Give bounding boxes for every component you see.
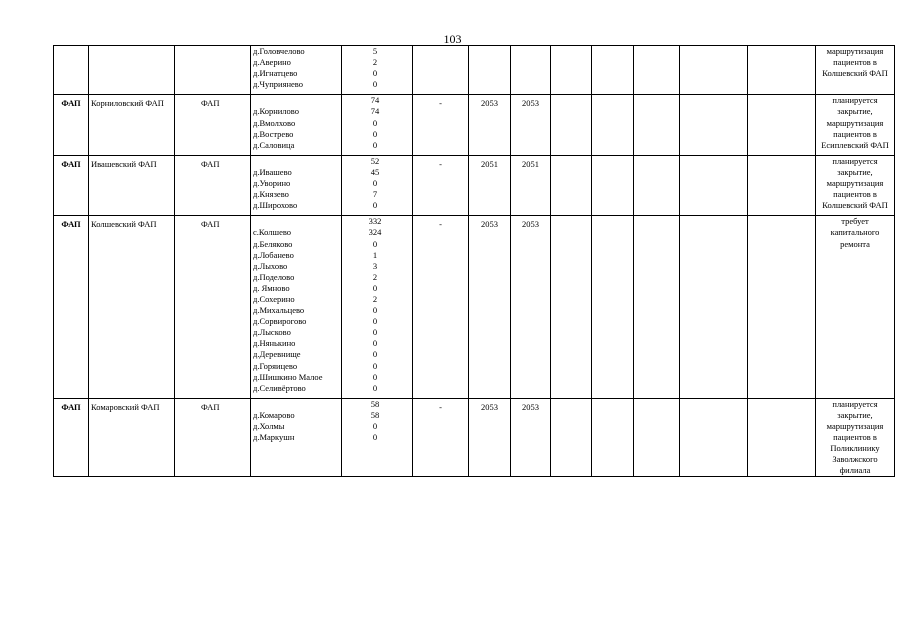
population-value: 58 <box>370 409 380 420</box>
locality-name: д.Ивашево <box>253 166 292 177</box>
empty-cell <box>592 216 634 399</box>
locality-name: д.Вмолхово <box>253 117 296 128</box>
year-cell <box>469 46 511 95</box>
population-value: 2 <box>372 293 378 304</box>
facility-kind-cell: ФАП <box>175 216 251 399</box>
localities-cell <box>251 95 342 155</box>
table-row <box>54 46 895 95</box>
empty-cell <box>592 95 634 155</box>
facility-name-cell <box>89 46 175 95</box>
table-row <box>54 95 895 155</box>
population-value: 0 <box>372 421 378 431</box>
population-value: 7 <box>372 189 378 200</box>
locality-name: д.Шишкино Малое <box>253 371 323 382</box>
facility-type-cell <box>54 46 89 95</box>
localities-cell <box>251 216 342 399</box>
locality-name: с.Колшево <box>253 227 292 238</box>
population-value: 5 <box>372 46 378 56</box>
population-value: 0 <box>372 128 378 139</box>
locality-name: д.Широхово <box>253 200 298 211</box>
facility-type-cell: ФАП <box>54 95 89 155</box>
empty-cell <box>680 46 748 95</box>
facility-kind-cell: ФАП <box>175 398 251 477</box>
localities-cell <box>251 155 342 215</box>
population-value: 0 <box>372 117 378 128</box>
population-value: 0 <box>372 432 378 443</box>
locality-name: д.Лыхово <box>253 260 288 271</box>
locality-name: д.Сорвирогово <box>253 316 307 327</box>
col6-cell: - <box>413 155 469 215</box>
locality-name: д.Горяицево <box>253 360 298 371</box>
empty-cell <box>634 398 680 477</box>
population-value: 2 <box>372 271 378 282</box>
facility-name-cell: Колшевский ФАП <box>89 216 175 399</box>
table-row <box>54 216 895 399</box>
empty-cell <box>748 216 816 399</box>
empty-cell <box>634 216 680 399</box>
locality-name: д.Саловица <box>253 139 295 150</box>
page-number: 103 <box>443 32 462 46</box>
facility-name-cell: Ивашевский ФАП <box>89 155 175 215</box>
empty-cell <box>551 46 592 95</box>
empty-cell <box>551 216 592 399</box>
empty-cell <box>634 155 680 215</box>
population-total: 58 <box>370 398 380 409</box>
empty-cell <box>748 95 816 155</box>
spacer <box>253 156 339 167</box>
population-value: 0 <box>372 382 378 393</box>
facility-type-cell: ФАП <box>54 216 89 399</box>
note-cell: планируется закрытие, маршрутизация пациентов в Колшевский ФАП <box>816 155 895 215</box>
population-total: 52 <box>370 155 380 166</box>
facility-kind-cell: ФАП <box>175 95 251 155</box>
locality-name: д.Князево <box>253 189 289 200</box>
population-value: 324 <box>368 227 382 238</box>
year-cell: 2053 <box>469 398 511 477</box>
population-value: 0 <box>372 305 378 316</box>
spacer <box>253 95 339 106</box>
empty-cell <box>748 398 816 477</box>
empty-cell <box>680 398 748 477</box>
population-total: 74 <box>370 95 380 106</box>
facility-type-cell: ФАП <box>54 398 89 477</box>
locality-name: д.Селивёртово <box>253 382 306 393</box>
empty-cell <box>592 155 634 215</box>
locality-name: д.Холмы <box>253 421 285 431</box>
population-value: 2 <box>372 57 378 68</box>
locality-name: д.Маркушн <box>253 432 295 443</box>
population-cell <box>342 398 413 477</box>
population-value: 0 <box>372 338 378 349</box>
facilities-table <box>53 45 895 477</box>
population-value: 0 <box>372 200 378 211</box>
col6-cell <box>413 46 469 95</box>
table-row <box>54 398 895 477</box>
population-value: 0 <box>372 282 378 293</box>
population-value: 0 <box>372 79 378 90</box>
facility-kind-cell: ФАП <box>175 155 251 215</box>
year-cell: 2051 <box>469 155 511 215</box>
population-value: 0 <box>372 349 378 360</box>
locality-name: д.Уворино <box>253 178 291 189</box>
spacer <box>253 216 339 227</box>
empty-cell <box>634 95 680 155</box>
empty-cell <box>748 46 816 95</box>
table-row <box>54 155 895 215</box>
spacer <box>253 399 339 410</box>
locality-name: д.Нянькино <box>253 338 296 349</box>
population-value: 0 <box>372 371 378 382</box>
locality-name: д.Поделово <box>253 271 295 282</box>
empty-cell <box>748 155 816 215</box>
population-cell <box>342 155 413 215</box>
facility-kind-cell <box>175 46 251 95</box>
year-cell: 2053 <box>469 216 511 399</box>
locality-name: д.Лысково <box>253 327 291 338</box>
population-value: 3 <box>372 260 378 271</box>
locality-name: д.Вострево <box>253 128 294 139</box>
spacer <box>253 443 339 447</box>
population-value: 0 <box>372 68 378 79</box>
year-cell: 2051 <box>511 155 551 215</box>
localities-cell <box>251 46 342 95</box>
locality-name: д.Аверино <box>253 57 291 68</box>
year-cell <box>511 46 551 95</box>
empty-cell <box>680 216 748 399</box>
empty-cell <box>680 95 748 155</box>
locality-name: д.Деревнище <box>253 349 301 360</box>
locality-name: д.Чуприянево <box>253 79 304 90</box>
population-value: 0 <box>372 139 378 150</box>
note-cell: планируется закрытие, маршрутизация пациентов в Поликлинику Заволжского филиала <box>816 398 895 477</box>
locality-name: д.Комарово <box>253 409 295 420</box>
population-cell <box>342 46 413 95</box>
year-cell: 2053 <box>511 95 551 155</box>
empty-cell <box>592 46 634 95</box>
population-total: 332 <box>368 216 382 227</box>
year-cell: 2053 <box>469 95 511 155</box>
spacer <box>253 151 339 155</box>
locality-name: д.Корнилово <box>253 106 299 117</box>
population-value: 1 <box>372 249 378 260</box>
population-value: 45 <box>370 166 380 177</box>
empty-cell <box>634 46 680 95</box>
locality-name: д.Лобанево <box>253 249 294 260</box>
note-cell: требует капитального ремонта <box>816 216 895 399</box>
empty-cell <box>551 95 592 155</box>
facility-name-cell: Корниловский ФАП <box>89 95 175 155</box>
locality-name: д. Ямново <box>253 282 290 293</box>
empty-cell <box>592 398 634 477</box>
locality-name: д.Игнатцево <box>253 68 298 79</box>
locality-name: д.Михальцево <box>253 305 305 316</box>
year-cell: 2053 <box>511 398 551 477</box>
empty-cell <box>680 155 748 215</box>
population-value: 0 <box>372 316 378 327</box>
facility-type-cell: ФАП <box>54 155 89 215</box>
population-value: 0 <box>372 360 378 371</box>
population-value: 74 <box>370 106 380 117</box>
locality-name: д.Сохерино <box>253 293 295 304</box>
localities-cell <box>251 398 342 477</box>
spacer <box>253 211 339 215</box>
locality-name: д.Беляково <box>253 238 293 249</box>
population-cell <box>342 95 413 155</box>
col6-cell: - <box>413 398 469 477</box>
col6-cell: - <box>413 95 469 155</box>
table-body <box>54 46 895 477</box>
year-cell: 2053 <box>511 216 551 399</box>
note-cell: планируется закрытие, маршрутизация пациентов в Есиплевский ФАП <box>816 95 895 155</box>
population-value: 0 <box>372 238 378 249</box>
population-value: 0 <box>372 178 378 189</box>
empty-cell <box>551 398 592 477</box>
note-cell: маршрутизация пациентов в Колшевский ФАП <box>816 46 895 95</box>
spacer <box>253 90 339 94</box>
col6-cell: - <box>413 216 469 399</box>
spacer <box>253 394 339 398</box>
population-cell <box>342 216 413 399</box>
facility-name-cell: Комаровский ФАП <box>89 398 175 477</box>
empty-cell <box>551 155 592 215</box>
locality-name: д.Головчелово <box>253 46 305 56</box>
population-value: 0 <box>372 327 378 338</box>
